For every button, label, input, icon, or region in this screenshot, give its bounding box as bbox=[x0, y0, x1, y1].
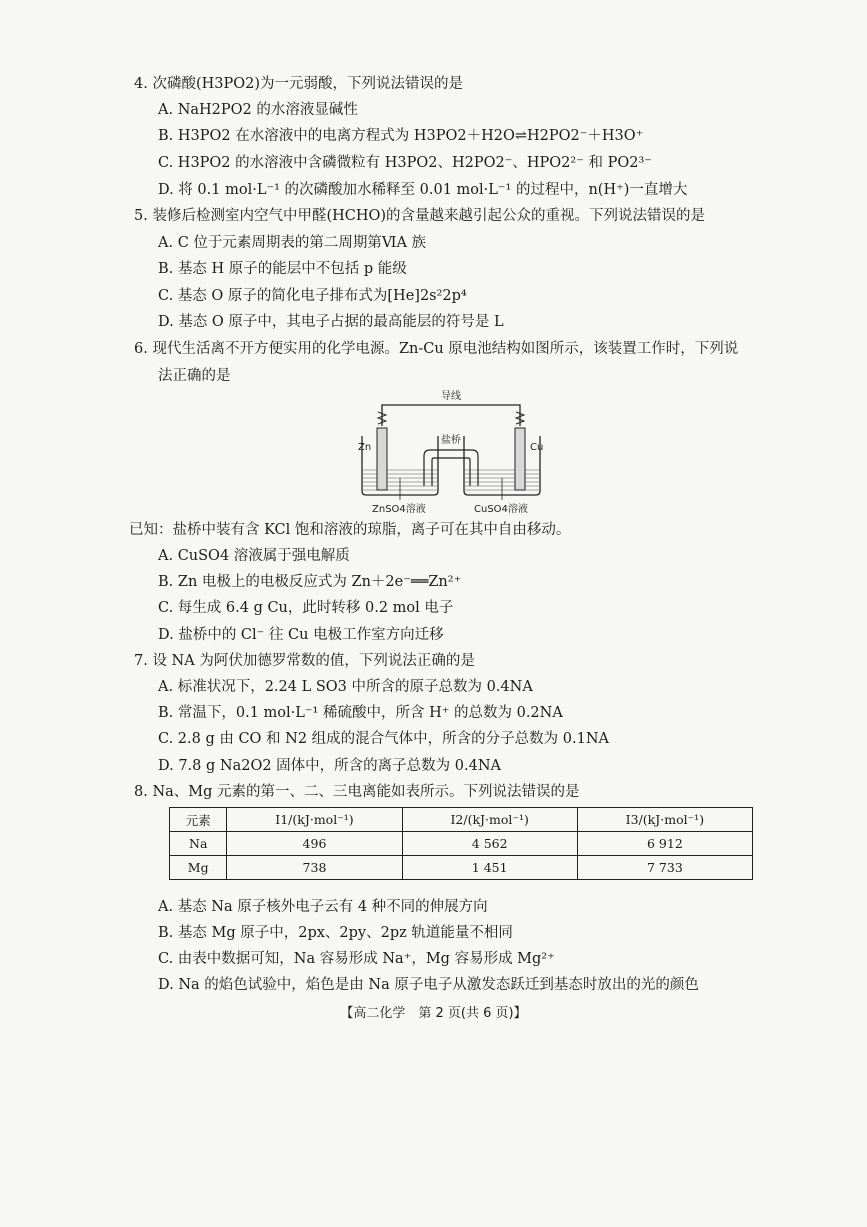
table-cell: 7 733 bbox=[577, 856, 752, 880]
table-cell: 1 451 bbox=[402, 856, 577, 880]
q6-note: 已知：盐桥中装有含 KCl 饱和溶液的琼脂，离子可在其中自由移动。 bbox=[129, 522, 571, 538]
q4-option-a: A. NaH2PO2 的水溶液显碱性 bbox=[158, 102, 358, 118]
q8-option-c: C. 由表中数据可知，Na 容易形成 Na⁺，Mg 容易形成 Mg²⁺ bbox=[158, 951, 555, 967]
table-cell: 738 bbox=[227, 856, 402, 880]
zn-electrode bbox=[377, 428, 387, 490]
q4-stem: 4. 次磷酸(H3PO2)为一元弱酸，下列说法错误的是 bbox=[134, 76, 463, 92]
table-cell: 4 562 bbox=[402, 832, 577, 856]
table-cell: 6 912 bbox=[577, 832, 752, 856]
q8-option-b: B. 基态 Mg 原子中，2px、2py、2pz 轨道能量不相同 bbox=[158, 925, 513, 941]
zn-label: Zn bbox=[358, 442, 372, 453]
q5-option-a: A. C 位于元素周期表的第二周期第ⅥA 族 bbox=[158, 235, 427, 251]
q8-option-d: D. Na 的焰色试验中，焰色是由 Na 原子电子从激发态跃迁到基态时放出的光的颜色 bbox=[158, 977, 699, 993]
q7-option-c: C. 2.8 g 由 CO 和 N2 组成的混合气体中，所含的分子总数为 0.1NA bbox=[158, 731, 610, 747]
q5-stem: 5. 装修后检测室内空气中甲醛(HCHO)的含量越来越引起公众的重视。下列说法错误的是 bbox=[134, 208, 706, 224]
q4-option-b: B. H3PO2 在水溶液中的电离方程式为 H3PO2＋H2O⇌H2PO2⁻＋H3O⁺ bbox=[158, 128, 644, 144]
znso4-label: ZnSO4溶液 bbox=[372, 504, 426, 515]
table-header: I1/(kJ·mol⁻¹) bbox=[227, 808, 402, 832]
q6-stem-line2: 法正确的是 bbox=[158, 368, 231, 384]
q6-option-b: B. Zn 电极上的电极反应式为 Zn＋2e⁻══Zn²⁺ bbox=[158, 574, 462, 590]
zn-cu-cell-diagram bbox=[352, 388, 562, 516]
wire-line bbox=[382, 405, 520, 426]
q5-option-d: D. 基态 O 原子中，其电子占据的最高能层的符号是 L bbox=[158, 314, 504, 330]
q7-option-d: D. 7.8 g Na2O2 固体中，所含的离子总数为 0.4NA bbox=[158, 758, 501, 774]
salt-bridge-label: 盐桥 bbox=[441, 435, 461, 446]
page-footer: 【高二化学 第 2 页(共 6 页)】 bbox=[340, 1006, 527, 1021]
cu-label: Cu bbox=[530, 442, 544, 453]
q8-option-a: A. 基态 Na 原子核外电子云有 4 种不同的伸展方向 bbox=[158, 899, 488, 915]
cu-electrode bbox=[515, 428, 525, 490]
q4-option-c: C. H3PO2 的水溶液中含磷微粒有 H3PO2、H2PO2⁻、HPO2²⁻ 和 PO2³⁻ bbox=[158, 155, 652, 171]
q8-stem: 8. Na、Mg 元素的第一、二、三电离能如表所示。下列说法错误的是 bbox=[134, 784, 580, 800]
q7-option-a: A. 标准状况下，2.24 L SO3 中所含的原子总数为 0.4NA bbox=[158, 679, 533, 695]
table-header: 元素 bbox=[170, 808, 227, 832]
q4-option-d: D. 将 0.1 mol·L⁻¹ 的次磷酸加水稀释至 0.01 mol·L⁻¹ 的过程中，n(H⁺)一直增大 bbox=[158, 182, 688, 198]
table-header-row bbox=[170, 808, 753, 832]
q6-option-c: C. 每生成 6.4 g Cu，此时转移 0.2 mol 电子 bbox=[158, 600, 454, 616]
q6-option-d: D. 盐桥中的 Cl⁻ 往 Cu 电极工作室方向迁移 bbox=[158, 627, 444, 643]
q6-option-a: A. CuSO4 溶液属于强电解质 bbox=[158, 548, 350, 564]
q6-stem-line1: 6. 现代生活离不开方便实用的化学电源。Zn-Cu 原电池结构如图所示，该装置工作时，下列说 bbox=[134, 341, 739, 357]
table-header: I2/(kJ·mol⁻¹) bbox=[402, 808, 577, 832]
table-cell: 496 bbox=[227, 832, 402, 856]
q7-option-b: B. 常温下，0.1 mol·L⁻¹ 稀硫酸中，所含 H⁺ 的总数为 0.2NA bbox=[158, 705, 563, 721]
wire-label: 导线 bbox=[441, 391, 461, 402]
table-row bbox=[170, 832, 753, 856]
q5-option-c: C. 基态 O 原子的简化电子排布式为[He]2s²2p⁴ bbox=[158, 288, 467, 304]
q7-stem: 7. 设 NA 为阿伏加德罗常数的值，下列说法正确的是 bbox=[134, 653, 475, 669]
table-cell: Mg bbox=[170, 856, 227, 880]
table-cell: Na bbox=[170, 832, 227, 856]
table-header: I3/(kJ·mol⁻¹) bbox=[577, 808, 752, 832]
table-row bbox=[170, 856, 753, 880]
cuso4-label: CuSO4溶液 bbox=[474, 504, 528, 515]
q5-option-b: B. 基态 H 原子的能层中不包括 p 能级 bbox=[158, 261, 407, 277]
ionization-energy-table bbox=[169, 807, 753, 880]
